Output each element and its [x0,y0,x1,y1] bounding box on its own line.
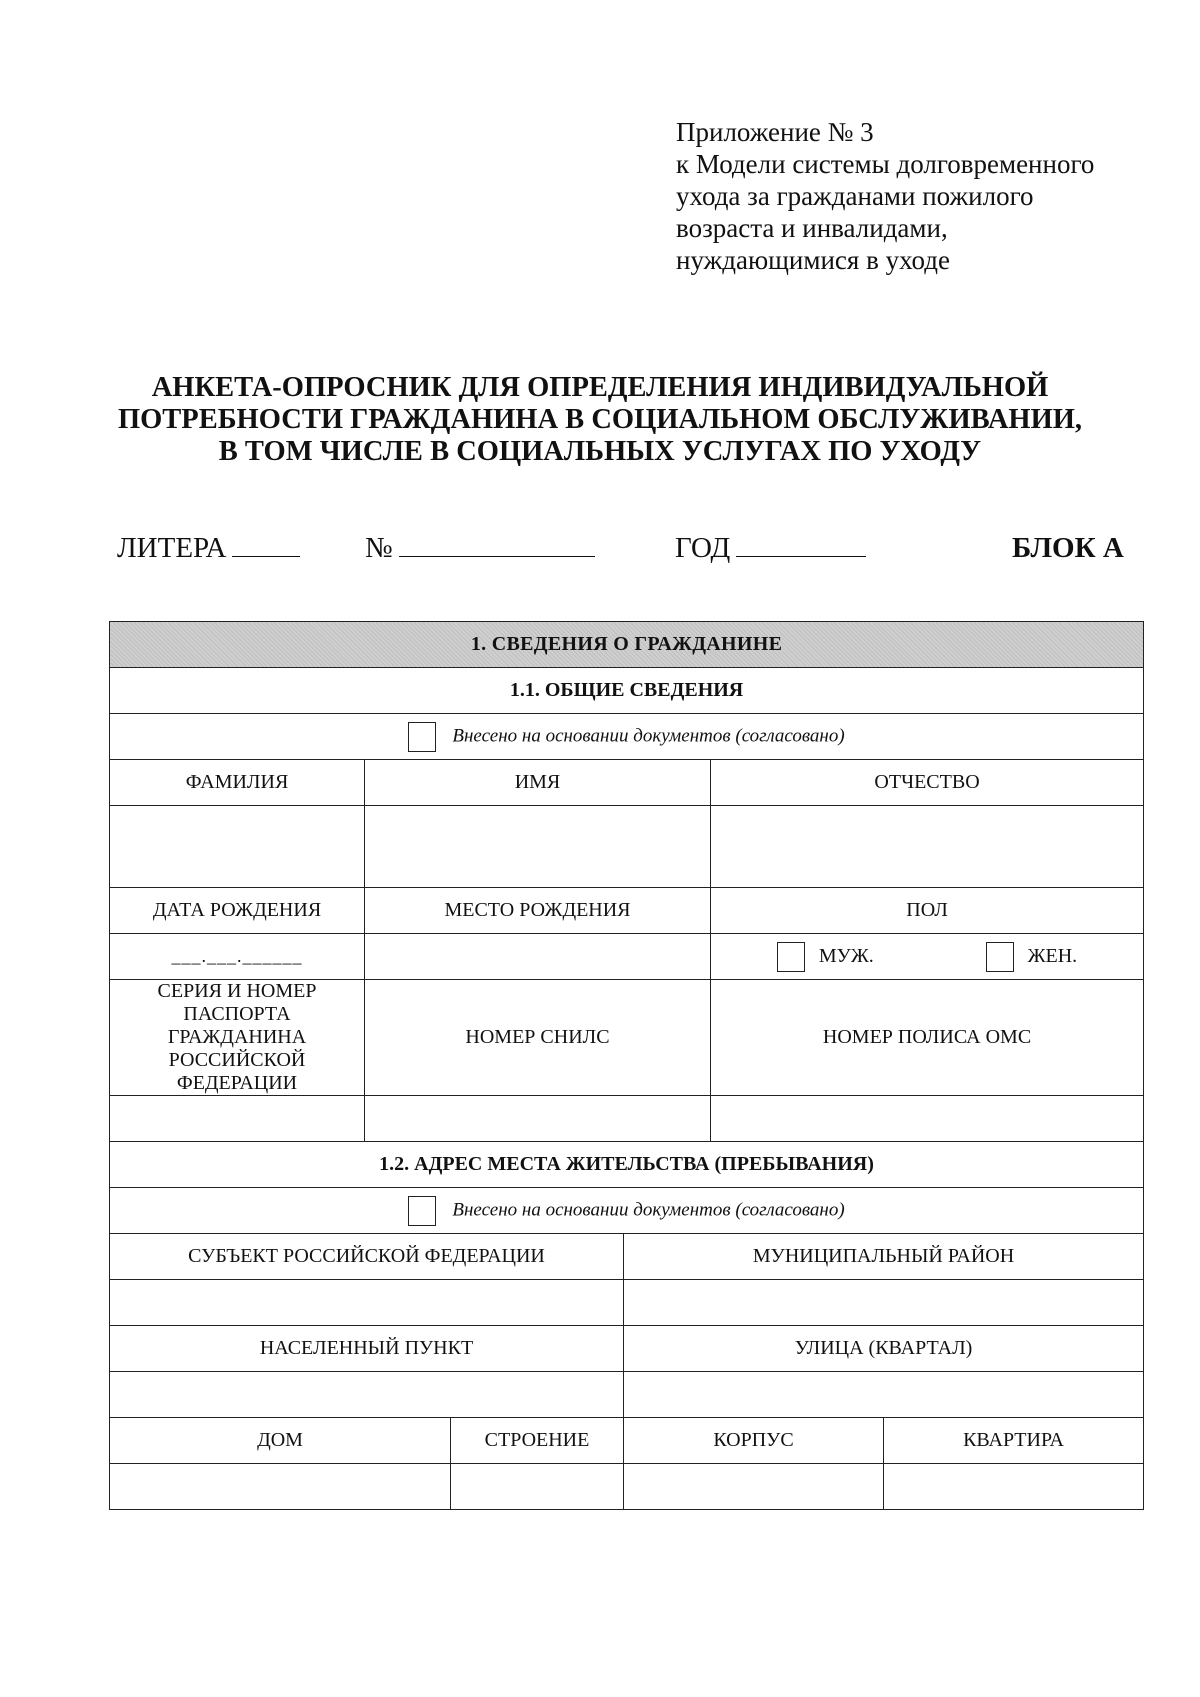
house-field[interactable] [110,1464,451,1510]
passport-label: СЕРИЯ И НОМЕР ПАСПОРТА ГРАЖДАНИНА РОССИЙСКОЙ ФЕДЕРАЦИИ [110,980,365,1096]
year-field [675,532,866,565]
locality-field[interactable] [110,1372,624,1418]
male-label: МУЖ. [818,945,874,967]
document-title [60,372,1140,468]
citizen-info-form [109,621,1144,1510]
snils-field[interactable] [365,1096,711,1142]
sex-label: ПОЛ [711,888,1144,934]
documents-row [110,714,1144,760]
documents-checkbox[interactable] [408,722,436,752]
birth-place-label: МЕСТО РОЖДЕНИЯ [365,888,711,934]
number-field [365,532,595,565]
street-field[interactable] [624,1372,1144,1418]
appendix-line: возраста и инвалидами, [676,213,948,243]
female-checkbox[interactable] [986,942,1014,972]
title-line: АНКЕТА-ОПРОСНИК ДЛЯ ОПРЕДЕЛЕНИЯ ИНДИВИДУАЛЬНОЙ [151,372,1049,403]
district-label: МУНИЦИПАЛЬНЫЙ РАЙОН [624,1234,1144,1280]
snils-label: НОМЕР СНИЛС [365,980,711,1096]
appendix-line: нуждающимися в уходе [676,245,950,275]
documents-note: Внесено на основании документов (согласовано) [452,724,845,746]
house-label: ДОМ [110,1418,451,1464]
patronymic-field[interactable] [711,806,1144,888]
district-field[interactable] [624,1280,1144,1326]
appendix-line: к Модели системы долговременного [676,149,1095,179]
patronymic-label: ОТЧЕСТВО [711,760,1144,806]
building-field[interactable] [451,1464,624,1510]
litera-field [117,532,300,565]
birth-date-label: ДАТА РОЖДЕНИЯ [110,888,365,934]
section-1-header: 1. СВЕДЕНИЯ О ГРАЖДАНИНЕ [110,622,1144,668]
litera-label: ЛИТЕРА [117,532,227,564]
name-label: ИМЯ [365,760,711,806]
female-label: ЖЕН. [1027,945,1078,967]
oms-label: НОМЕР ПОЛИСА ОМС [711,980,1144,1096]
appendix-line: ухода за гражданами пожилого [676,181,1034,211]
section-1-2-header: 1.2. АДРЕС МЕСТА ЖИТЕЛЬСТВА (ПРЕБЫВАНИЯ) [110,1142,1144,1188]
locality-label: НАСЕЛЕННЫЙ ПУНКТ [110,1326,624,1372]
surname-label: ФАМИЛИЯ [110,760,365,806]
birth-date-field[interactable] [110,934,365,980]
birth-date-mask: ___.___.______ [171,946,303,966]
year-label: ГОД [675,532,731,564]
title-line: ПОТРЕБНОСТИ ГРАЖДАНИНА В СОЦИАЛЬНОМ ОБСЛУЖИВАНИИ, [117,404,1083,435]
apartment-label: КВАРТИРА [884,1418,1144,1464]
address-documents-checkbox[interactable] [408,1196,436,1226]
appendix-line: Приложение № 3 [676,117,874,147]
street-label: УЛИЦА (КВАРТАЛ) [624,1326,1144,1372]
year-input-line[interactable] [736,532,866,557]
subject-label: СУБЪЕКТ РОССИЙСКОЙ ФЕДЕРАЦИИ [110,1234,624,1280]
male-checkbox[interactable] [777,942,805,972]
building-label: СТРОЕНИЕ [451,1418,624,1464]
section-1-1-header: 1.1. ОБЩИЕ СВЕДЕНИЯ [110,668,1144,714]
title-line: В ТОМ ЧИСЛЕ В СОЦИАЛЬНЫХ УСЛУГАХ ПО УХОДУ [218,436,982,467]
number-label: № [365,532,393,564]
korpus-field[interactable] [624,1464,884,1510]
block-label: БЛОК А [1012,532,1124,564]
surname-field[interactable] [110,806,365,888]
subject-field[interactable] [110,1280,624,1326]
name-field[interactable] [365,806,711,888]
passport-field[interactable] [110,1096,365,1142]
oms-field[interactable] [711,1096,1144,1142]
sex-field [711,934,1144,980]
apartment-field[interactable] [884,1464,1144,1510]
number-input-line[interactable] [399,532,595,557]
address-documents-row [110,1188,1144,1234]
litera-input-line[interactable] [232,532,300,557]
korpus-label: КОРПУС [624,1418,884,1464]
appendix-note [676,116,1156,276]
address-documents-note: Внесено на основании документов (согласовано) [452,1198,845,1220]
birth-place-field[interactable] [365,934,711,980]
